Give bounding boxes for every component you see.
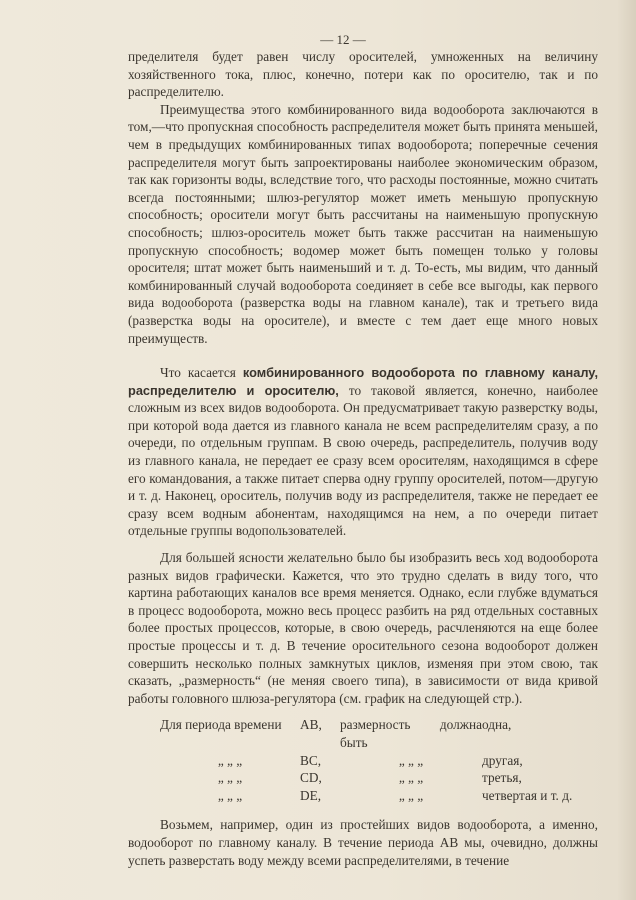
period-label: CD, — [300, 770, 322, 786]
period-prefix: Для периода времени — [160, 717, 282, 733]
bold-term: комбинированного водооборота по главному каналу, распределителю и оросителю, — [128, 365, 599, 398]
paragraph-advantages: Преимущества этого комбинированного вида водооборота заключаются в том,—что пропускная способность распределителя может быть принята меньшей, чем в предыдущих комбинированных типах водооборота; поперечные сечения распределителя могут быть запроектированы наиболее экономическим образом, так как горизонты воды, вследствие того, что расходы постоянные, можно считать всегда постоянными; шлюз-регулятор может иметь меньшую пропускную способность; оросители могут быть рассчитаны на наименьшую пропускную способность; шлюз-ороситель может быть также рассчитан на наименьшую пропускную способность; водомер может быть помещен только у головы оросителя; штат может быть наименьший и т. д. То-есть, мы видим, что данный комбинированный случай водооборота соединяет в себе все выгоды, как первого вида водооборота (разверстка воды на главном канале), так и третьего вида (разверстка воды на оросителе), и вместе с тем дает еще много новых преимуществ. — [128, 101, 598, 346]
paragraph-rest-text: то таковой является, конечно, наиболее сложным из всех видов водооборота. Он предусматривает такую разверстку воды, при которой вода дается из главного канала не всем распределителям сразу, а по очереди, по отдельным группам. В свою очередь, распределитель, получив воду из главного канала, не передает ее сразу всем оросителям, находящимся в сфере его командования, а также питает сперва одну группу оросителей, потом—другую и т. д. Наконец, ороситель, получив воду из распределителя, также не передает ее сразу всем водным абонентам, находящимся на нем, а по очереди питает отдельные группы водопользователей. — [128, 382, 599, 539]
period-middle: „ „ „ — [398, 787, 424, 803]
period-label: АВ, — [300, 717, 322, 733]
period-value: другая, — [482, 752, 523, 768]
page-body — [128, 48, 598, 869]
period-row — [160, 716, 572, 751]
period-prefix: „ „ „ — [217, 787, 243, 803]
paragraph-continuation: пределителя будет равен числу оросителей, умноженных на величину хозяйственного тока, плюс, конечно, потери как по оросителю, так и по распределителю. — [128, 49, 598, 100]
period-middle: „ „ „ — [398, 752, 424, 768]
page-number: — 12 — — [320, 32, 366, 47]
period-value: четвертая и т. д. — [482, 787, 573, 803]
paragraph-graphic-clarity: Для большей ясности желательно было бы изобразить весь ход водооборота разных видов графически. Кажется, что это трудно сделать в виду того, что картина работающих каналов все время меняется. Однако, если глубже вдуматься в процесс водооборота, можно весь процесс разбить на ряд отдельных составных более простых процессов, которые, в свою очередь, расчленяются на еще более простые процессы и т. д. В течение оросительного сезона водооборот должен совершить несколько полных замкнутых циклов, изменяя при этом свою, так сказать, „размерность“ (не меняя своего типа), в зависимости от вида кривой работы головного шлюза-регулятора (см. график на следующей стр.). — [128, 550, 598, 706]
period-label: ВС, — [300, 752, 322, 768]
period-table — [160, 716, 572, 804]
period-value: одна, — [482, 717, 512, 733]
period-middle: размерность должна быть — [340, 717, 482, 750]
period-prefix: „ „ „ — [217, 752, 243, 768]
period-middle: „ „ „ — [398, 770, 424, 786]
period-row — [160, 752, 572, 770]
paragraph-intro-text: Что касается — [160, 365, 243, 381]
period-prefix: „ „ „ — [217, 770, 243, 786]
period-row — [160, 787, 572, 805]
paragraph-example: Возьмем, например, один из простейших видов водооборота, а именно, водооборот по главному каналу. В течение периода АВ мы, очевидно, должны успеть разверстать воду между всеми распределителями, в течение — [128, 817, 598, 868]
period-row — [160, 769, 572, 787]
period-label: DE, — [300, 787, 322, 803]
period-value: третья, — [482, 770, 522, 786]
paragraph-combined-rotation — [128, 364, 598, 540]
